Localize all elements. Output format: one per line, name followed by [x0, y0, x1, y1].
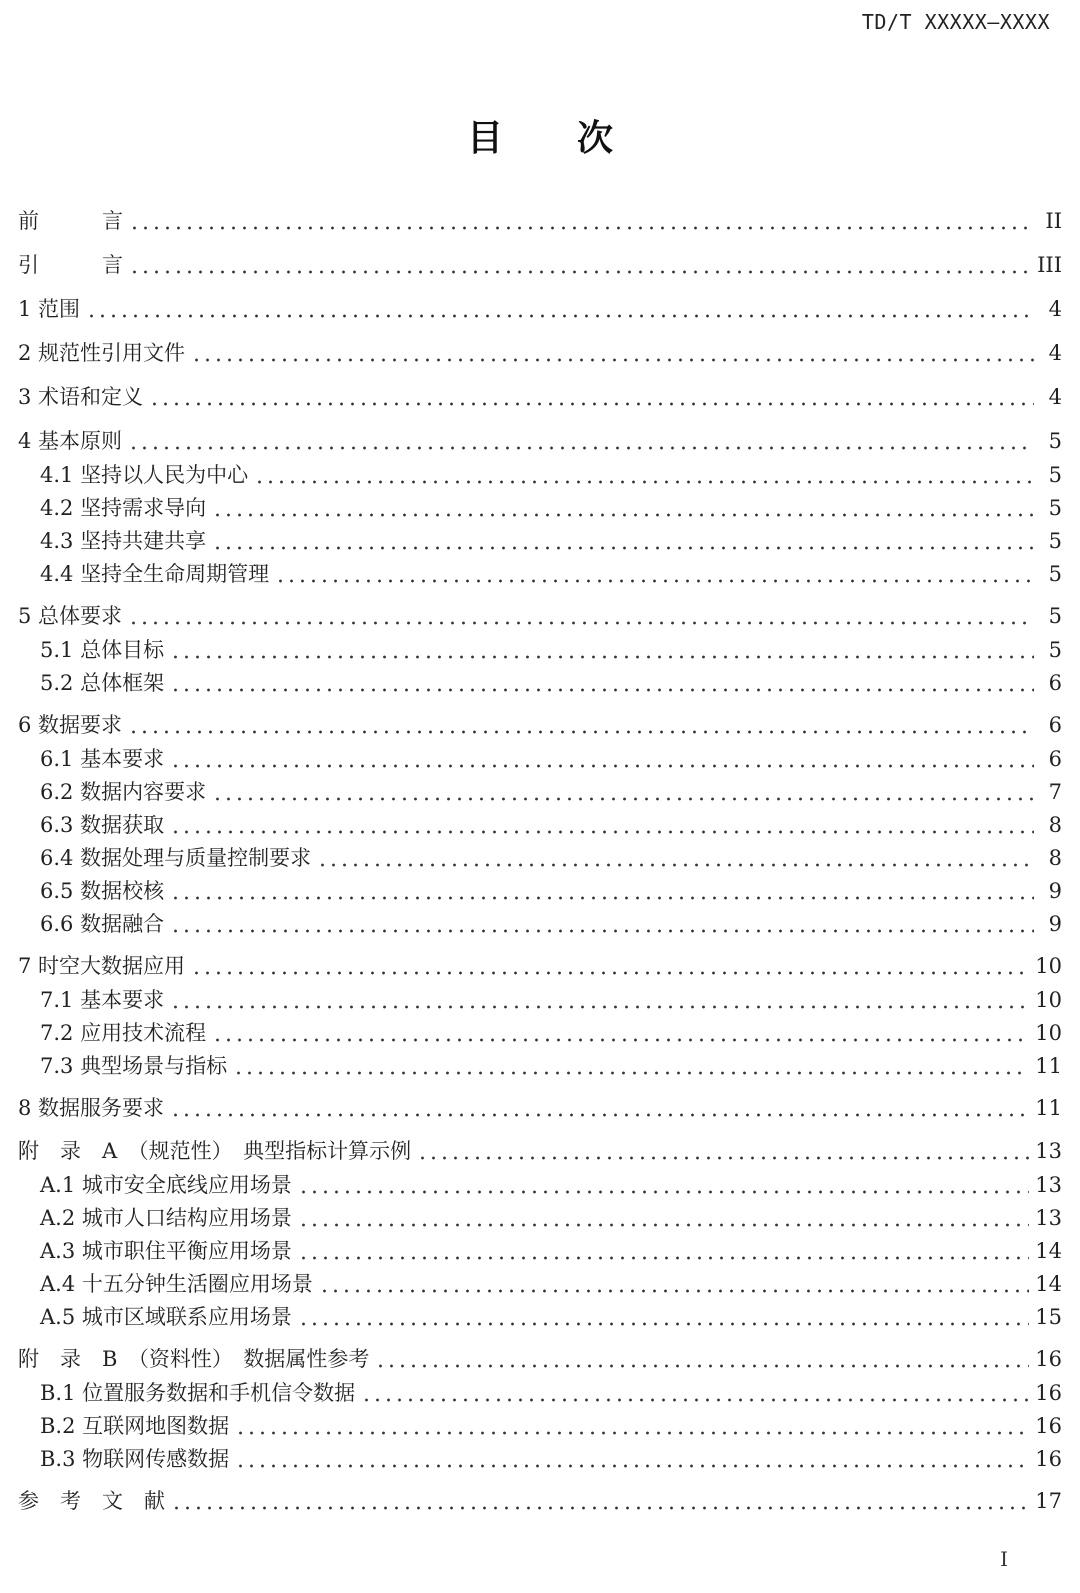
toc-entry-page: 13: [1035, 1139, 1062, 1163]
dot-leader: [254, 480, 1034, 484]
toc-entry-page: 4: [1048, 385, 1062, 409]
toc-entry[interactable]: [18, 1092, 1062, 1124]
dot-leader: [212, 513, 1034, 517]
dot-leader: [170, 1113, 1029, 1117]
toc-entry-label: 5 总体要求: [18, 604, 123, 628]
dot-leader: [235, 1431, 1029, 1435]
toc-entry-label: 7.2 应用技术流程: [40, 1021, 207, 1045]
dot-leader: [275, 579, 1034, 583]
dot-leader: [191, 358, 1034, 362]
toc-entry-label: A.4 十五分钟生活圈应用场景: [40, 1272, 313, 1296]
toc-entry-label: A.3 城市职住平衡应用场景: [40, 1239, 292, 1263]
dot-leader: [149, 402, 1034, 406]
toc-subentry[interactable]: [18, 809, 1062, 841]
toc-entry-page: 16: [1035, 1381, 1062, 1405]
toc-entry[interactable]: [18, 600, 1062, 632]
toc-entry[interactable]: [18, 950, 1062, 982]
toc-entry-label: 附 录 B （资料性） 数据属性参考: [18, 1347, 370, 1371]
toc-subentry[interactable]: [18, 776, 1062, 808]
table-of-contents: [18, 205, 1062, 1517]
toc-entry-page: 17: [1035, 1489, 1062, 1513]
toc-entry-page: 16: [1035, 1347, 1062, 1371]
standard-code: TD/T XXXXX—XXXX: [861, 10, 1050, 34]
dot-leader: [375, 1364, 1029, 1368]
dot-leader: [298, 1322, 1029, 1326]
toc-subentry[interactable]: [18, 558, 1062, 590]
toc-entry-label: 4.2 坚持需求导向: [40, 496, 207, 520]
dot-leader: [417, 1156, 1029, 1160]
toc-entry-page: 5: [1048, 463, 1062, 487]
toc-entry-page: 6: [1048, 713, 1062, 737]
toc-subentry[interactable]: [18, 1169, 1062, 1201]
toc-subentry[interactable]: [18, 459, 1062, 491]
toc-entry-label: 附 录 A （规范性） 典型指标计算示例: [18, 1139, 412, 1163]
toc-entry-page: 11: [1035, 1096, 1062, 1120]
toc-entry-label: 2 规范性引用文件: [18, 341, 186, 365]
toc-entry-label: B.3 物联网传感数据: [40, 1447, 230, 1471]
toc-entry-label: 6.6 数据融合: [40, 912, 165, 936]
toc-entry-page: 7: [1048, 780, 1062, 804]
toc-subentry[interactable]: [18, 1377, 1062, 1409]
toc-entry-label: 5.1 总体目标: [40, 638, 165, 662]
toc-entry-page: 13: [1035, 1206, 1062, 1230]
dot-leader: [212, 546, 1034, 550]
toc-entry-label: 6 数据要求: [18, 713, 123, 737]
toc-entry-label: A.2 城市人口结构应用场景: [40, 1206, 292, 1230]
toc-entry[interactable]: [18, 205, 1062, 237]
toc-entry-label: 6.3 数据获取: [40, 813, 165, 837]
dot-leader: [129, 226, 1034, 230]
toc-subentry[interactable]: [18, 875, 1062, 907]
toc-entry-page: 14: [1035, 1239, 1062, 1263]
toc-entry-label: 6.1 基本要求: [40, 747, 165, 771]
toc-entry-page: 5: [1048, 429, 1062, 453]
toc-subentry[interactable]: [18, 1050, 1062, 1082]
toc-entry-page: 10: [1035, 954, 1062, 978]
toc-entry-label: 7 时空大数据应用: [18, 954, 186, 978]
toc-entry[interactable]: [18, 293, 1062, 325]
toc-subentry[interactable]: [18, 1235, 1062, 1267]
toc-entry-page: 5: [1048, 562, 1062, 586]
dot-leader: [170, 929, 1034, 933]
toc-entry[interactable]: [18, 1343, 1062, 1375]
toc-entry-page: 15: [1035, 1305, 1062, 1329]
dot-leader: [298, 1190, 1029, 1194]
toc-entry-label: A.1 城市安全底线应用场景: [40, 1173, 292, 1197]
toc-entry-label: 4.1 坚持以人民为中心: [40, 463, 249, 487]
toc-entry-page: 13: [1035, 1173, 1062, 1197]
toc-entry-page: 5: [1048, 529, 1062, 553]
dot-leader: [298, 1256, 1029, 1260]
toc-subentry[interactable]: [18, 1017, 1062, 1049]
toc-entry-label: A.5 城市区域联系应用场景: [40, 1305, 292, 1329]
dot-leader: [86, 314, 1034, 318]
toc-subentry[interactable]: [18, 984, 1062, 1016]
toc-entry-label: 引 言: [18, 253, 123, 277]
toc-entry-page: 5: [1048, 496, 1062, 520]
toc-entry-page: III: [1037, 253, 1062, 277]
toc-entry-label: 7.1 基本要求: [40, 988, 165, 1012]
toc-entry-page: 6: [1048, 747, 1062, 771]
toc-entry-label: 6.5 数据校核: [40, 879, 165, 903]
dot-leader: [170, 764, 1034, 768]
toc-entry-label: 4.4 坚持全生命周期管理: [40, 562, 270, 586]
dot-leader: [298, 1223, 1029, 1227]
toc-entry-page: 14: [1035, 1272, 1062, 1296]
toc-subentry[interactable]: [18, 842, 1062, 874]
toc-subentry[interactable]: [18, 743, 1062, 775]
toc-entry-label: 6.4 数据处理与质量控制要求: [40, 846, 312, 870]
toc-entry-page: 11: [1035, 1054, 1062, 1078]
dot-leader: [170, 655, 1034, 659]
dot-leader: [317, 863, 1034, 867]
toc-entry-page: 16: [1035, 1447, 1062, 1471]
toc-subentry[interactable]: [18, 525, 1062, 557]
toc-subentry[interactable]: [18, 1443, 1062, 1475]
toc-subentry[interactable]: [18, 1301, 1062, 1333]
toc-entry-page: 8: [1048, 846, 1062, 870]
toc-entry-page: 5: [1048, 604, 1062, 628]
toc-title: 目次: [466, 118, 687, 159]
toc-subentry[interactable]: [18, 492, 1062, 524]
toc-entry-label: 8 数据服务要求: [18, 1096, 165, 1120]
toc-entry-label: 4 基本原则: [18, 429, 123, 453]
toc-entry-label: 4.3 坚持共建共享: [40, 529, 207, 553]
toc-entry-label: B.2 互联网地图数据: [40, 1414, 230, 1438]
toc-entry-page: 8: [1048, 813, 1062, 837]
toc-entry-page: 10: [1035, 1021, 1062, 1045]
toc-entry[interactable]: [18, 337, 1062, 369]
toc-entry-label: 6.2 数据内容要求: [40, 780, 207, 804]
dot-leader: [191, 971, 1029, 975]
dot-leader: [129, 270, 1031, 274]
toc-entry-page: 10: [1035, 988, 1062, 1012]
toc-entry-page: 16: [1035, 1414, 1062, 1438]
toc-entry-label: 1 范围: [18, 297, 81, 321]
toc-entry-label: 前 言: [18, 209, 123, 233]
dot-leader: [361, 1398, 1029, 1402]
dot-leader: [171, 1506, 1029, 1510]
toc-entry-page: 4: [1048, 297, 1062, 321]
toc-subentry[interactable]: [18, 1268, 1062, 1300]
toc-subentry[interactable]: [18, 667, 1062, 699]
dot-leader: [212, 797, 1034, 801]
toc-subentry[interactable]: [18, 1410, 1062, 1442]
dot-leader: [170, 896, 1034, 900]
dot-leader: [170, 1005, 1029, 1009]
dot-leader: [128, 446, 1034, 450]
dot-leader: [170, 688, 1034, 692]
dot-leader: [235, 1464, 1029, 1468]
toc-entry-label: 7.3 典型场景与指标: [40, 1054, 228, 1078]
page-number: I: [1000, 1547, 1008, 1571]
toc-entry-page: 5: [1048, 638, 1062, 662]
toc-entry[interactable]: [18, 425, 1062, 457]
dot-leader: [319, 1289, 1029, 1293]
toc-entry[interactable]: [18, 1485, 1062, 1517]
dot-leader: [170, 830, 1034, 834]
toc-subentry[interactable]: [18, 634, 1062, 666]
toc-entry[interactable]: [18, 249, 1062, 281]
toc-entry-label: 参 考 文 献: [18, 1489, 165, 1513]
toc-subentry[interactable]: [18, 908, 1062, 940]
dot-leader: [233, 1071, 1029, 1075]
toc-entry-page: 6: [1048, 671, 1062, 695]
dot-leader: [128, 730, 1034, 734]
dot-leader: [128, 621, 1034, 625]
dot-leader: [212, 1038, 1029, 1042]
toc-entry-page: 4: [1048, 341, 1062, 365]
toc-entry[interactable]: [18, 709, 1062, 741]
toc-entry-page: II: [1045, 209, 1062, 233]
toc-entry[interactable]: [18, 1135, 1062, 1167]
toc-entry-label: 3 术语和定义: [18, 385, 144, 409]
toc-entry-page: 9: [1048, 912, 1062, 936]
toc-subentry[interactable]: [18, 1202, 1062, 1234]
toc-entry-page: 9: [1048, 879, 1062, 903]
toc-entry-label: B.1 位置服务数据和手机信令数据: [40, 1381, 356, 1405]
toc-entry-label: 5.2 总体框架: [40, 671, 165, 695]
toc-entry[interactable]: [18, 381, 1062, 413]
